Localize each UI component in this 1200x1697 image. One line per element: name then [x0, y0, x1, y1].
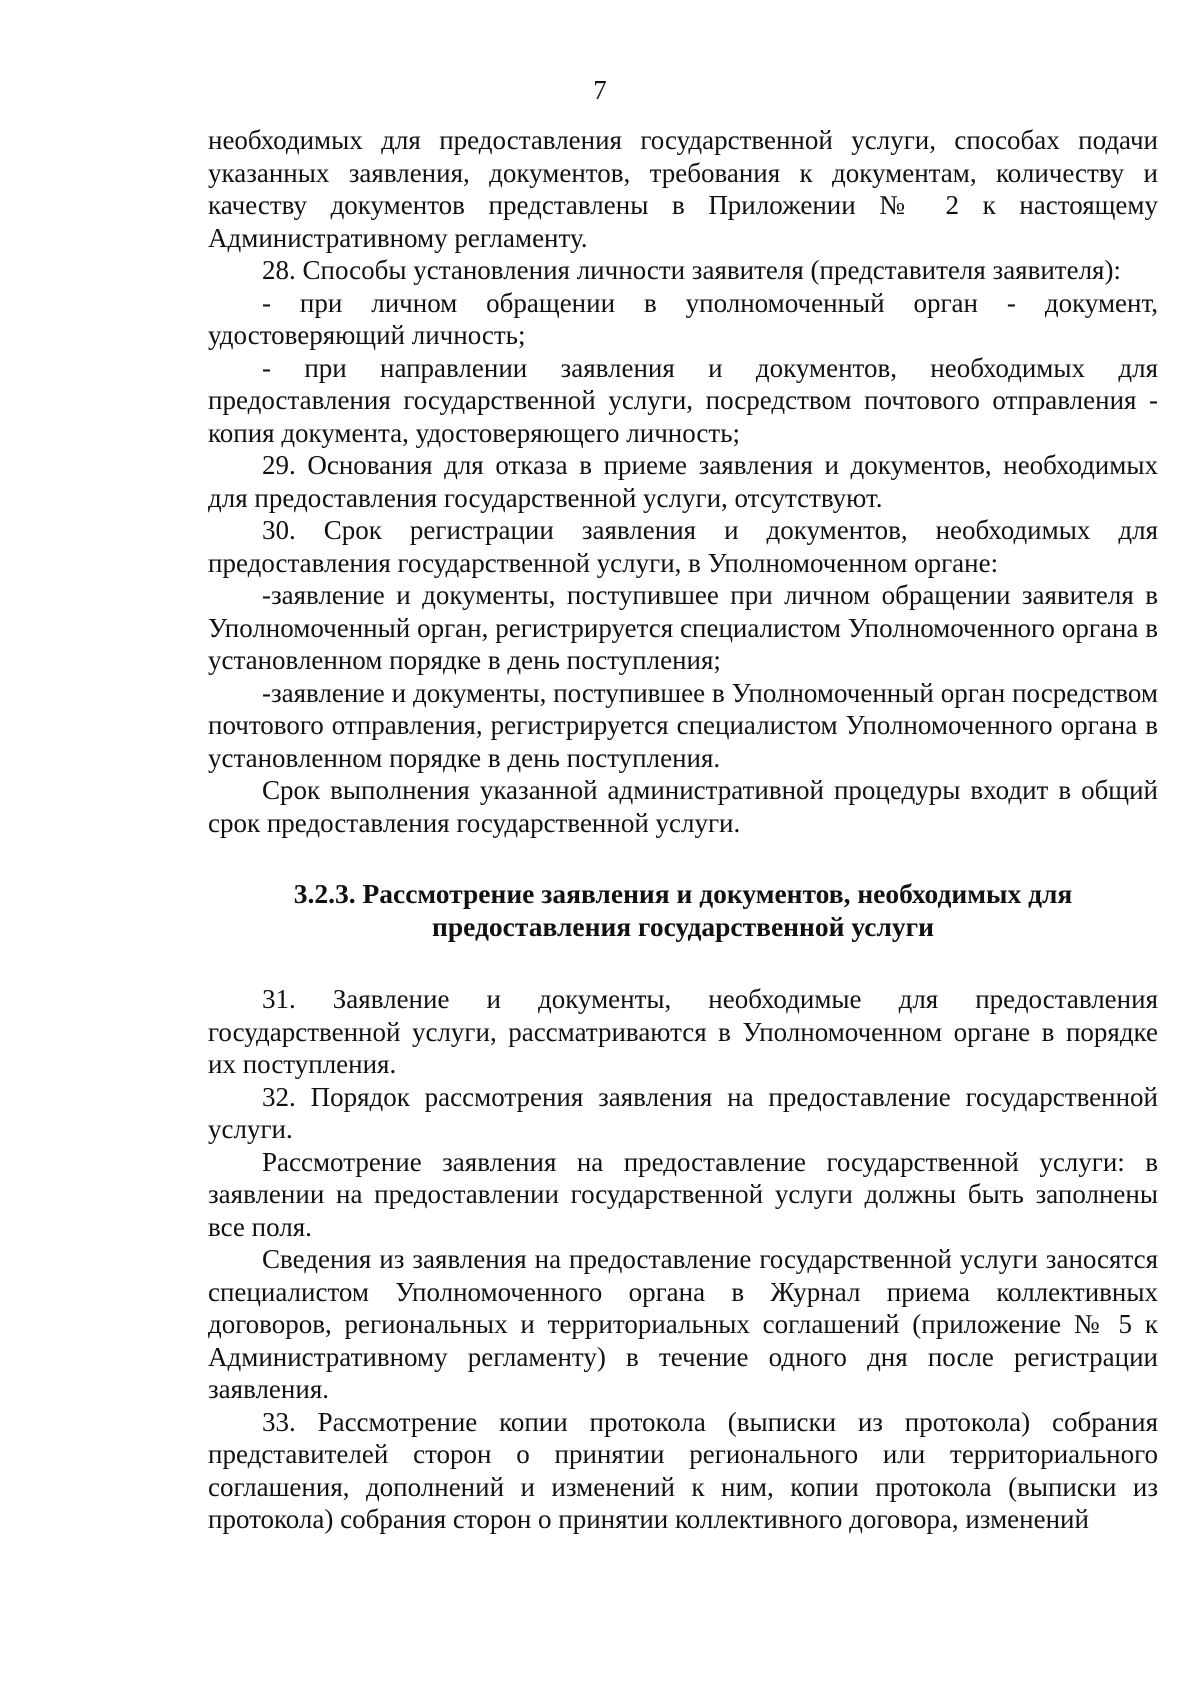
paragraph: - при личном обращении в уполномоченный орган - документ, удостоверяющий личность;: [208, 287, 1158, 350]
document-body: [208, 124, 1158, 1536]
paragraph: 30. Срок регистрации заявления и документов, необходимых для предоставления государственной услуги, в Уполномоченном органе:: [208, 515, 1158, 578]
paragraph: Срок выполнения указанной административной процедуры входит в общий срок предоставления государственной услуги.: [208, 775, 1158, 838]
paragraph: 33. Рассмотрение копии протокола (выписки из протокола) собрания представителей сторон о принятии регионального или территориального соглашения, дополнений и изменений к ним, копии протокола (выписки из протокола) собрания сторон о принятии коллективного договора, изменений: [208, 1406, 1158, 1534]
paragraph: - при направлении заявления и документов, необходимых для предоставления государственной услуги, посредством почтового отправления - копия документа, удостоверяющего личность;: [208, 352, 1158, 448]
paragraph: 29. Основания для отказа в приеме заявления и документов, необходимых для предоставления государственной услуги, отсутствуют.: [208, 450, 1158, 513]
paragraph: необходимых для предоставления государственной услуги, способах подачи указанных заявления, документов, требования к документам, количеству и качеству документов представлены в Приложении № 2 к настоящему Административному регламенту.: [208, 125, 1158, 253]
paragraph: -заявление и документы, поступившее в Уполномоченный орган посредством почтового отправления, регистрируется специалистом Уполномоченного органа в установленном порядке в день поступления.: [208, 677, 1158, 773]
paragraph: -заявление и документы, поступившее при личном обращении заявителя в Уполномоченный орган, регистрируется специалистом Уполномоченного органа в установленном порядке в день поступления;: [208, 580, 1158, 675]
paragraph: Рассмотрение заявления на предоставление государственной услуги: в заявлении на предоставлении государственной услуги должны быть заполнены все поля.: [208, 1146, 1158, 1242]
paragraph: 28. Способы установления личности заявителя (представителя заявителя):: [262, 255, 1121, 285]
page-number: 7: [593, 75, 607, 105]
paragraph: Сведения из заявления на предоставление государственной услуги заносятся специалистом Уполномоченного органа в Журнал приема коллективных договоров, региональных и территориальных соглашений (приложение № 5 к Административному регламенту) в течение одного дня после регистрации заявления.: [208, 1244, 1158, 1404]
section-heading: 3.2.3. Рассмотрение заявления и документов, необходимых для предоставления государственной услуги: [293, 878, 1073, 942]
paragraph: 32. Порядок рассмотрения заявления на предоставление государственной услуги.: [208, 1081, 1158, 1144]
paragraph: 31. Заявление и документы, необходимые для предоставления государственной услуги, рассматриваются в Уполномоченном органе в порядке их поступления.: [208, 984, 1158, 1079]
